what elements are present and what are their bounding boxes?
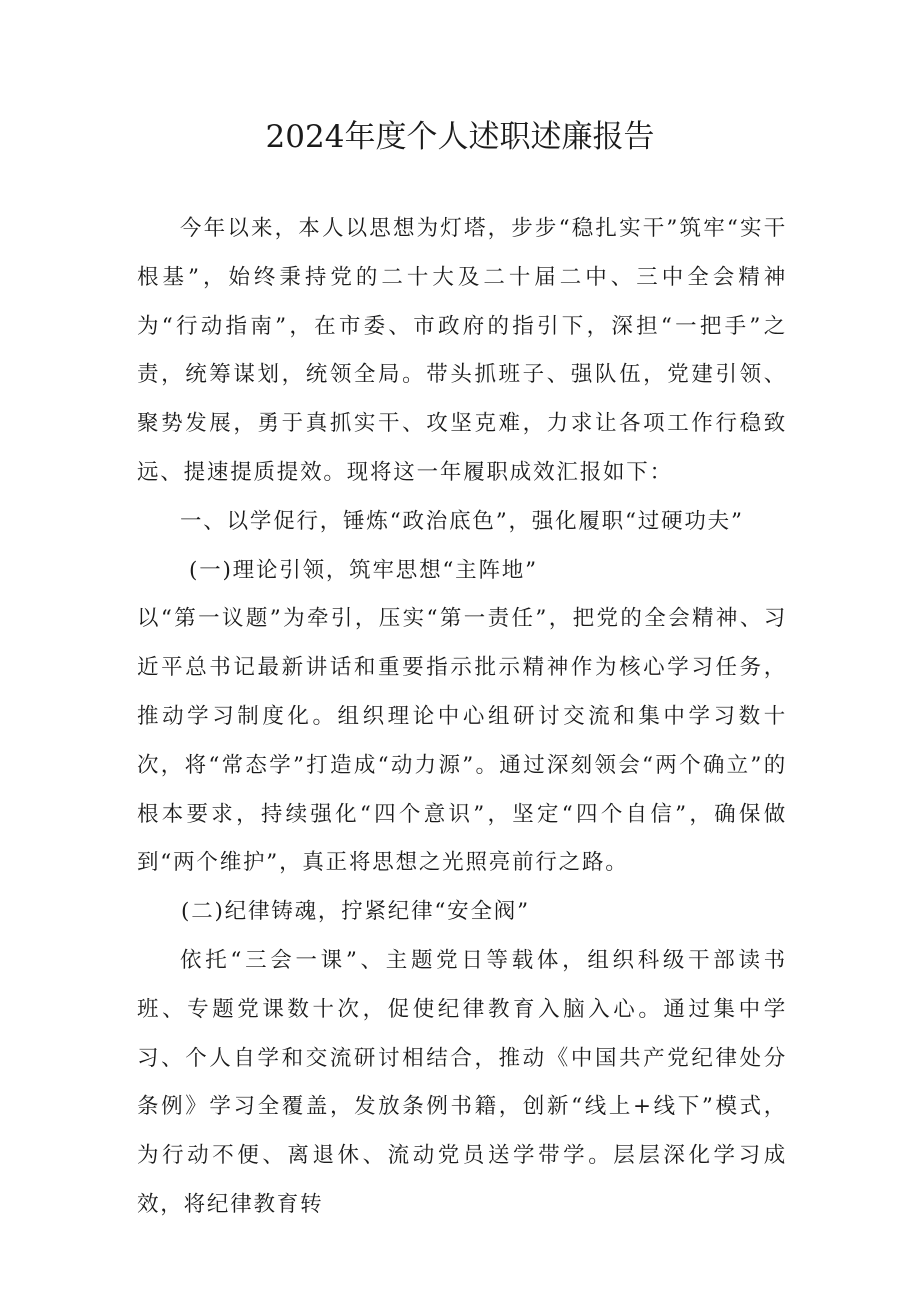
document-body	[137, 205, 787, 1230]
intro-paragraph: 今年以来，本人以思想为灯塔，步步“稳扎实干”筑牢“实干根基”，始终秉持党的二十大及二十届二中、三中全会精神为“行动指南”，在市委、市政府的指引下，深担“一把手”之责，统筹谋划，统领全局。带头抓班子、强队伍，党建引领、聚势发展，勇于真抓实干、攻坚克难，力求让各项工作行稳致远、提速提质提效。现将这一年履职成效汇报如下：	[137, 216, 787, 485]
section-heading: 一、以学促行，锤炼“政治底色”，强化履职“过硬功夫”	[180, 508, 744, 534]
subsection-paragraph: 以“第一议题”为牵引，压实“第一责任”，把党的全会精神、习近平总书记最新讲话和重要指示批示精神作为核心学习任务，推动学习制度化。组织理论中心组研讨交流和集中学习数十次，将“常态学”打造成“动力源”。通过深刻领会“两个确立”的根本要求，持续强化“四个意识”，坚定“四个自信”，确保做到“两个维护”，真正将思想之光照亮前行之路。	[137, 606, 787, 876]
subsection-heading: (一)理论引领，筑牢思想“主阵地”	[189, 557, 538, 583]
subsection-paragraph: 依托“三会一课”、主题党日等载体，组织科级干部读书班、专题党课数十次，促使纪律教育入脑入心。通过集中学习、个人自学和交流研讨相结合，推动《中国共产党纪律处分条例》学习全覆盖，发放条例书籍，创新“线上+线下”模式，为行动不便、离退休、流动党员送学带学。层层深化学习成效，将纪律教育转	[137, 947, 787, 1217]
subsection-heading: (二)纪律铸魂，拧紧纪律“安全阀”	[181, 899, 530, 925]
document-title: 2024年度个人述职述廉报告	[265, 119, 655, 155]
